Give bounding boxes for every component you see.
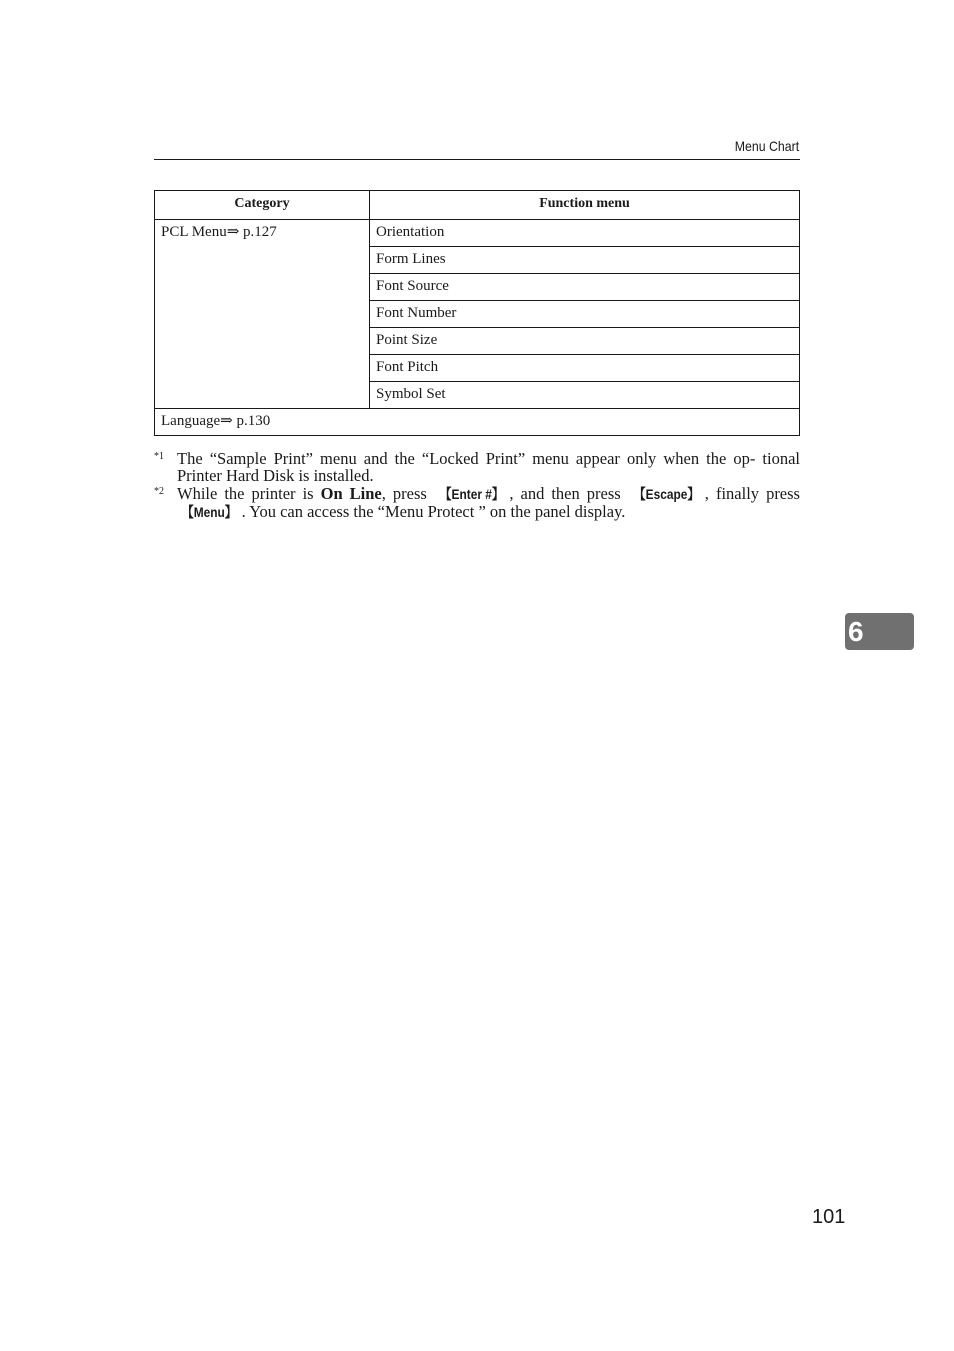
key-escape: 【Escape】	[633, 486, 700, 502]
footnote-text: , and then press	[509, 484, 628, 503]
function-cell: Font Source	[370, 274, 800, 301]
function-cell: Orientation	[370, 220, 800, 247]
footnote-2	[154, 485, 800, 521]
table-header-row	[155, 191, 800, 220]
function-cell: Form Lines	[370, 247, 800, 274]
category-cell-language: Language⇒ p.130	[155, 409, 800, 436]
footnote-bold-term: On Line	[320, 484, 382, 503]
footnote-text: The “Sample Print” menu and the “Locked Print” menu appear only when the op- tional Printer Hard Disk is installed.	[177, 449, 800, 485]
function-cell: Point Size	[370, 328, 800, 355]
function-cell: Symbol Set	[370, 382, 800, 409]
footnote-text: , finally press	[704, 484, 800, 503]
chapter-tab: 6	[845, 613, 914, 650]
column-header-category: Category	[155, 191, 370, 220]
key-menu: 【Menu】	[181, 504, 237, 520]
footnote-text: , press	[381, 484, 434, 503]
table-row	[155, 220, 800, 247]
category-cell-pcl-menu: PCL Menu⇒ p.127	[155, 220, 370, 409]
header-rule	[154, 159, 800, 160]
function-cell: Font Number	[370, 301, 800, 328]
menu-chart-table	[154, 190, 800, 436]
footnote-marker: *1	[154, 451, 164, 462]
page-number: 101	[812, 1206, 846, 1228]
footnotes	[154, 450, 800, 522]
footnote-text: While the printer is	[177, 484, 321, 503]
key-enter: 【Enter #】	[439, 486, 504, 502]
footnote-text: . You can access the “Menu Protect ” on the panel display.	[241, 502, 626, 521]
column-header-function: Function menu	[370, 191, 800, 220]
function-cell: Font Pitch	[370, 355, 800, 382]
running-header-title: Menu Chart	[734, 138, 799, 154]
footnote-marker: *2	[154, 486, 164, 497]
table-row	[155, 409, 800, 436]
footnote-1	[154, 450, 800, 484]
